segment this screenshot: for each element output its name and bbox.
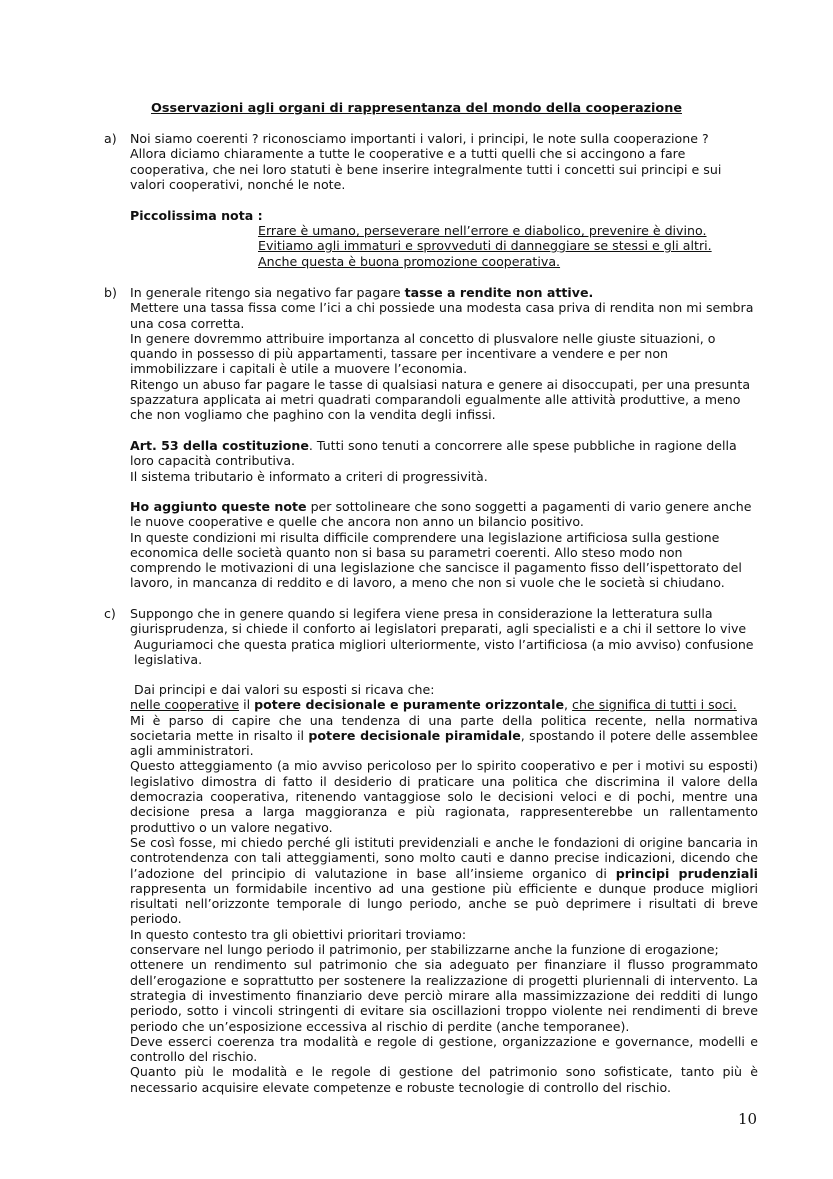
objective-conserve: conservare nel lungo periodo il patrimonio, per stabilizzarne anche la funzione di erogazione; (130, 942, 719, 958)
added-notes-line (130, 499, 758, 514)
section-c-text (130, 606, 758, 667)
added-notes-bold: Ho aggiunto queste note (130, 499, 307, 514)
note-label: Piccolissima nota : (130, 208, 263, 223)
p5-text-1: Se così fosse, mi chiedo perché gli istituti previdenziali e anche le fondazioni di origine bancaria in controtendenza con tali atteggiamenti, sono molto cauti e danno precise indicazioni, dicendo che l’adozione del principio di valutazione in base all’insieme organico di (130, 834, 758, 881)
document-title: Osservazioni agli organi di rappresentanza del mondo della cooperazione (151, 101, 682, 116)
section-c-body (130, 682, 758, 1095)
objectives-intro: In questo contesto tra gli obiettivi prioritari troviamo: (130, 926, 467, 942)
added-notes-line: lavoro, in mancanza di reddito e di lavoro, a meno che non si vuole che le società si chiudano. (130, 575, 725, 591)
p2-text-1: il (239, 697, 255, 713)
section-b-marker: b) (104, 285, 117, 300)
p3-text-2: , spostando il potere delle assemblee agli amministratori. (130, 727, 759, 759)
p2-underlined-1: nelle cooperative (130, 697, 240, 713)
section-a-line: valori cooperativi, nonché le note. (130, 176, 346, 192)
objective-return: ottenere un rendimento sul patrimonio che sia adeguato per finanziare il flusso programmato dell’erogazione e soprattutto per sostenere la realizzazione di progetti pluriennali di intervento. La strategia di investimento finanziario deve perciò mirare alla massimizzazione dei redditi di lungo periodo, sotto i vincoli stringenti di evitare sia oscillazioni troppo violente nei rendimenti di breve periodo che un’esposizione eccessiva al rischio di perdite (anche temporanee). (130, 957, 758, 1034)
added-notes-line: economica delle società quanto non si basa su parametri coerenti. Allo steso modo non (130, 544, 683, 560)
section-a-marker: a) (104, 131, 117, 146)
competence-paragraph: Quanto più le modalità e le regole di gestione del patrimonio sono sofisticate, tanto più è necessario acquisire elevate competenze e robuste tecnologie di controllo del rischio. (130, 1064, 758, 1095)
section-b-line: immobilizzare i capitali è utile a muovere l’economia. (130, 361, 468, 377)
section-b-line: che non vogliamo che paghino con la vendita degli infissi. (130, 407, 496, 423)
p5-bold: principi prudenziali (615, 865, 759, 881)
section-b-intro-text: In generale ritengo sia negativo far pagare (130, 285, 405, 300)
note-line: Anche questa è buona promozione cooperativa. (258, 253, 561, 269)
attitude-paragraph: Questo atteggiamento (a mio avviso pericoloso per lo spirito cooperativo e per i motivi su esposti) legislativo dimostra di fatto il desiderio di praticare una politica che discrimina il valore della democrazia cooperativa, ritenendo vantaggiose solo le decisioni veloci e di pochi, mentre una decisione presa a larga maggioranza e più ragionata, rappresenterebbe un rallentamento produttivo o un valore negativo. (130, 758, 758, 835)
p3-text-1: Mi è parso di capire che una tendenza di una parte della politica recente, nella normativa societaria mette in risalto il (130, 712, 758, 743)
added-notes-line: le nuove cooperative e quelle che ancora non anno un bilancio positivo. (130, 514, 584, 530)
added-notes-line: In queste condizioni mi risulta difficile comprendere una legislazione artificiosa sulla gestione (130, 529, 720, 545)
section-a-line: Allora diciamo chiaramente a tutte le cooperative e a tutti quelli che si accingono a fare (130, 146, 686, 162)
section-c-line: giurisprudenza, si chiede il conforto ai legislatori preparati, agli specialisti e a chi il settore lo vive (130, 621, 747, 637)
added-notes-block (130, 499, 758, 591)
section-b-line: Mettere una tassa fissa come l’ici a chi possiede una modesta casa priva di rendita non mi sembra (130, 300, 754, 316)
added-notes-line: comprendo le motivazioni di una legislazione che sancisce il pagamento fisso dell’ispettorato del (130, 560, 742, 576)
section-b-text (130, 285, 758, 423)
principles-line: Dai principi e dai valori su esposti si ricava che: (130, 682, 435, 697)
note-line: Errare è umano, perseverare nell’errore e diabolico, prevenire è divino. (258, 223, 707, 238)
section-c-line: Auguriamoci che questa pratica migliori ulteriormente, visto l’artificiosa (a mio avviso) confusione (130, 636, 754, 652)
note-lines (258, 223, 738, 269)
section-b-line: Ritengo un abuso far pagare le tasse di qualsiasi natura e genere ai disoccupati, per una presunta (130, 376, 751, 392)
section-b-intro (130, 285, 758, 300)
section-a-line: cooperativa, che nei loro statuti è bene inserire integralmente tutti i concetti sui principi e sui (130, 161, 722, 177)
p2-bold: potere decisionale e puramente orizzontale (254, 697, 565, 713)
coherence-paragraph: Deve esserci coerenza tra modalità e regole di gestione, organizzazione e governance, modelli e controllo del rischio. (130, 1033, 758, 1065)
note-line: Evitiamo agli immaturi e sprovveduti di danneggiare se stessi e gli altri. (258, 238, 712, 254)
article-53-line (130, 438, 758, 453)
article-53-block (130, 438, 758, 484)
p2-underlined-2: che significa di tutti i soci. (572, 697, 737, 713)
section-b-line: quando in possesso di più appartamenti, tassare per incentivare a vendere e per non (130, 346, 669, 362)
article-53-rest: . Tutti sono tenuti a concorrere alle spese pubbliche in ragione della (308, 438, 737, 453)
article-53-bold: Art. 53 della costituzione (130, 438, 309, 453)
horizontal-power-line (130, 697, 758, 712)
section-c-marker: c) (104, 606, 116, 621)
note-label-block (130, 208, 758, 223)
section-b-line: In genere dovremmo attribuire importanza al concetto di plusvalore nelle giuste situazioni, o (130, 330, 716, 346)
p2-text-2: , (564, 697, 573, 713)
pyramidal-power-paragraph (130, 713, 758, 759)
p5-text-2: rappresenta un formidabile incentivo ad una gestione più efficiente e dunque produce migliori risultati nell’orizzonte temporale di lungo periodo, anche se può deprimere i risultati di breve periodo. (130, 880, 758, 927)
section-c-line: Suppongo che in genere quando si legifera viene presa in considerazione la letteratura sulla (130, 606, 713, 621)
article-53-line: loro capacità contributiva. (130, 453, 296, 469)
section-a-line: Noi siamo coerenti ? riconosciamo importanti i valori, i principi, le note sulla cooperazione ? (130, 131, 709, 146)
section-b-line: spazzatura applicata ai metri quadrati comparandoli egualmente alle attività produttive, a meno (130, 392, 741, 408)
section-c-line: legislativa. (130, 651, 203, 667)
section-b-intro-bold: tasse a rendite non attive. (404, 285, 594, 300)
article-53-line: Il sistema tributario è informato a criteri di progressività. (130, 468, 488, 484)
section-a-text (130, 131, 758, 192)
added-notes-rest: per sottolineare che sono soggetti a pagamenti di vario genere anche (306, 499, 752, 514)
section-b-line: una cosa corretta. (130, 315, 245, 331)
prudential-paragraph (130, 835, 758, 927)
page-number: 10 (738, 1110, 758, 1128)
p3-bold: potere decisionale piramidale (308, 727, 521, 743)
